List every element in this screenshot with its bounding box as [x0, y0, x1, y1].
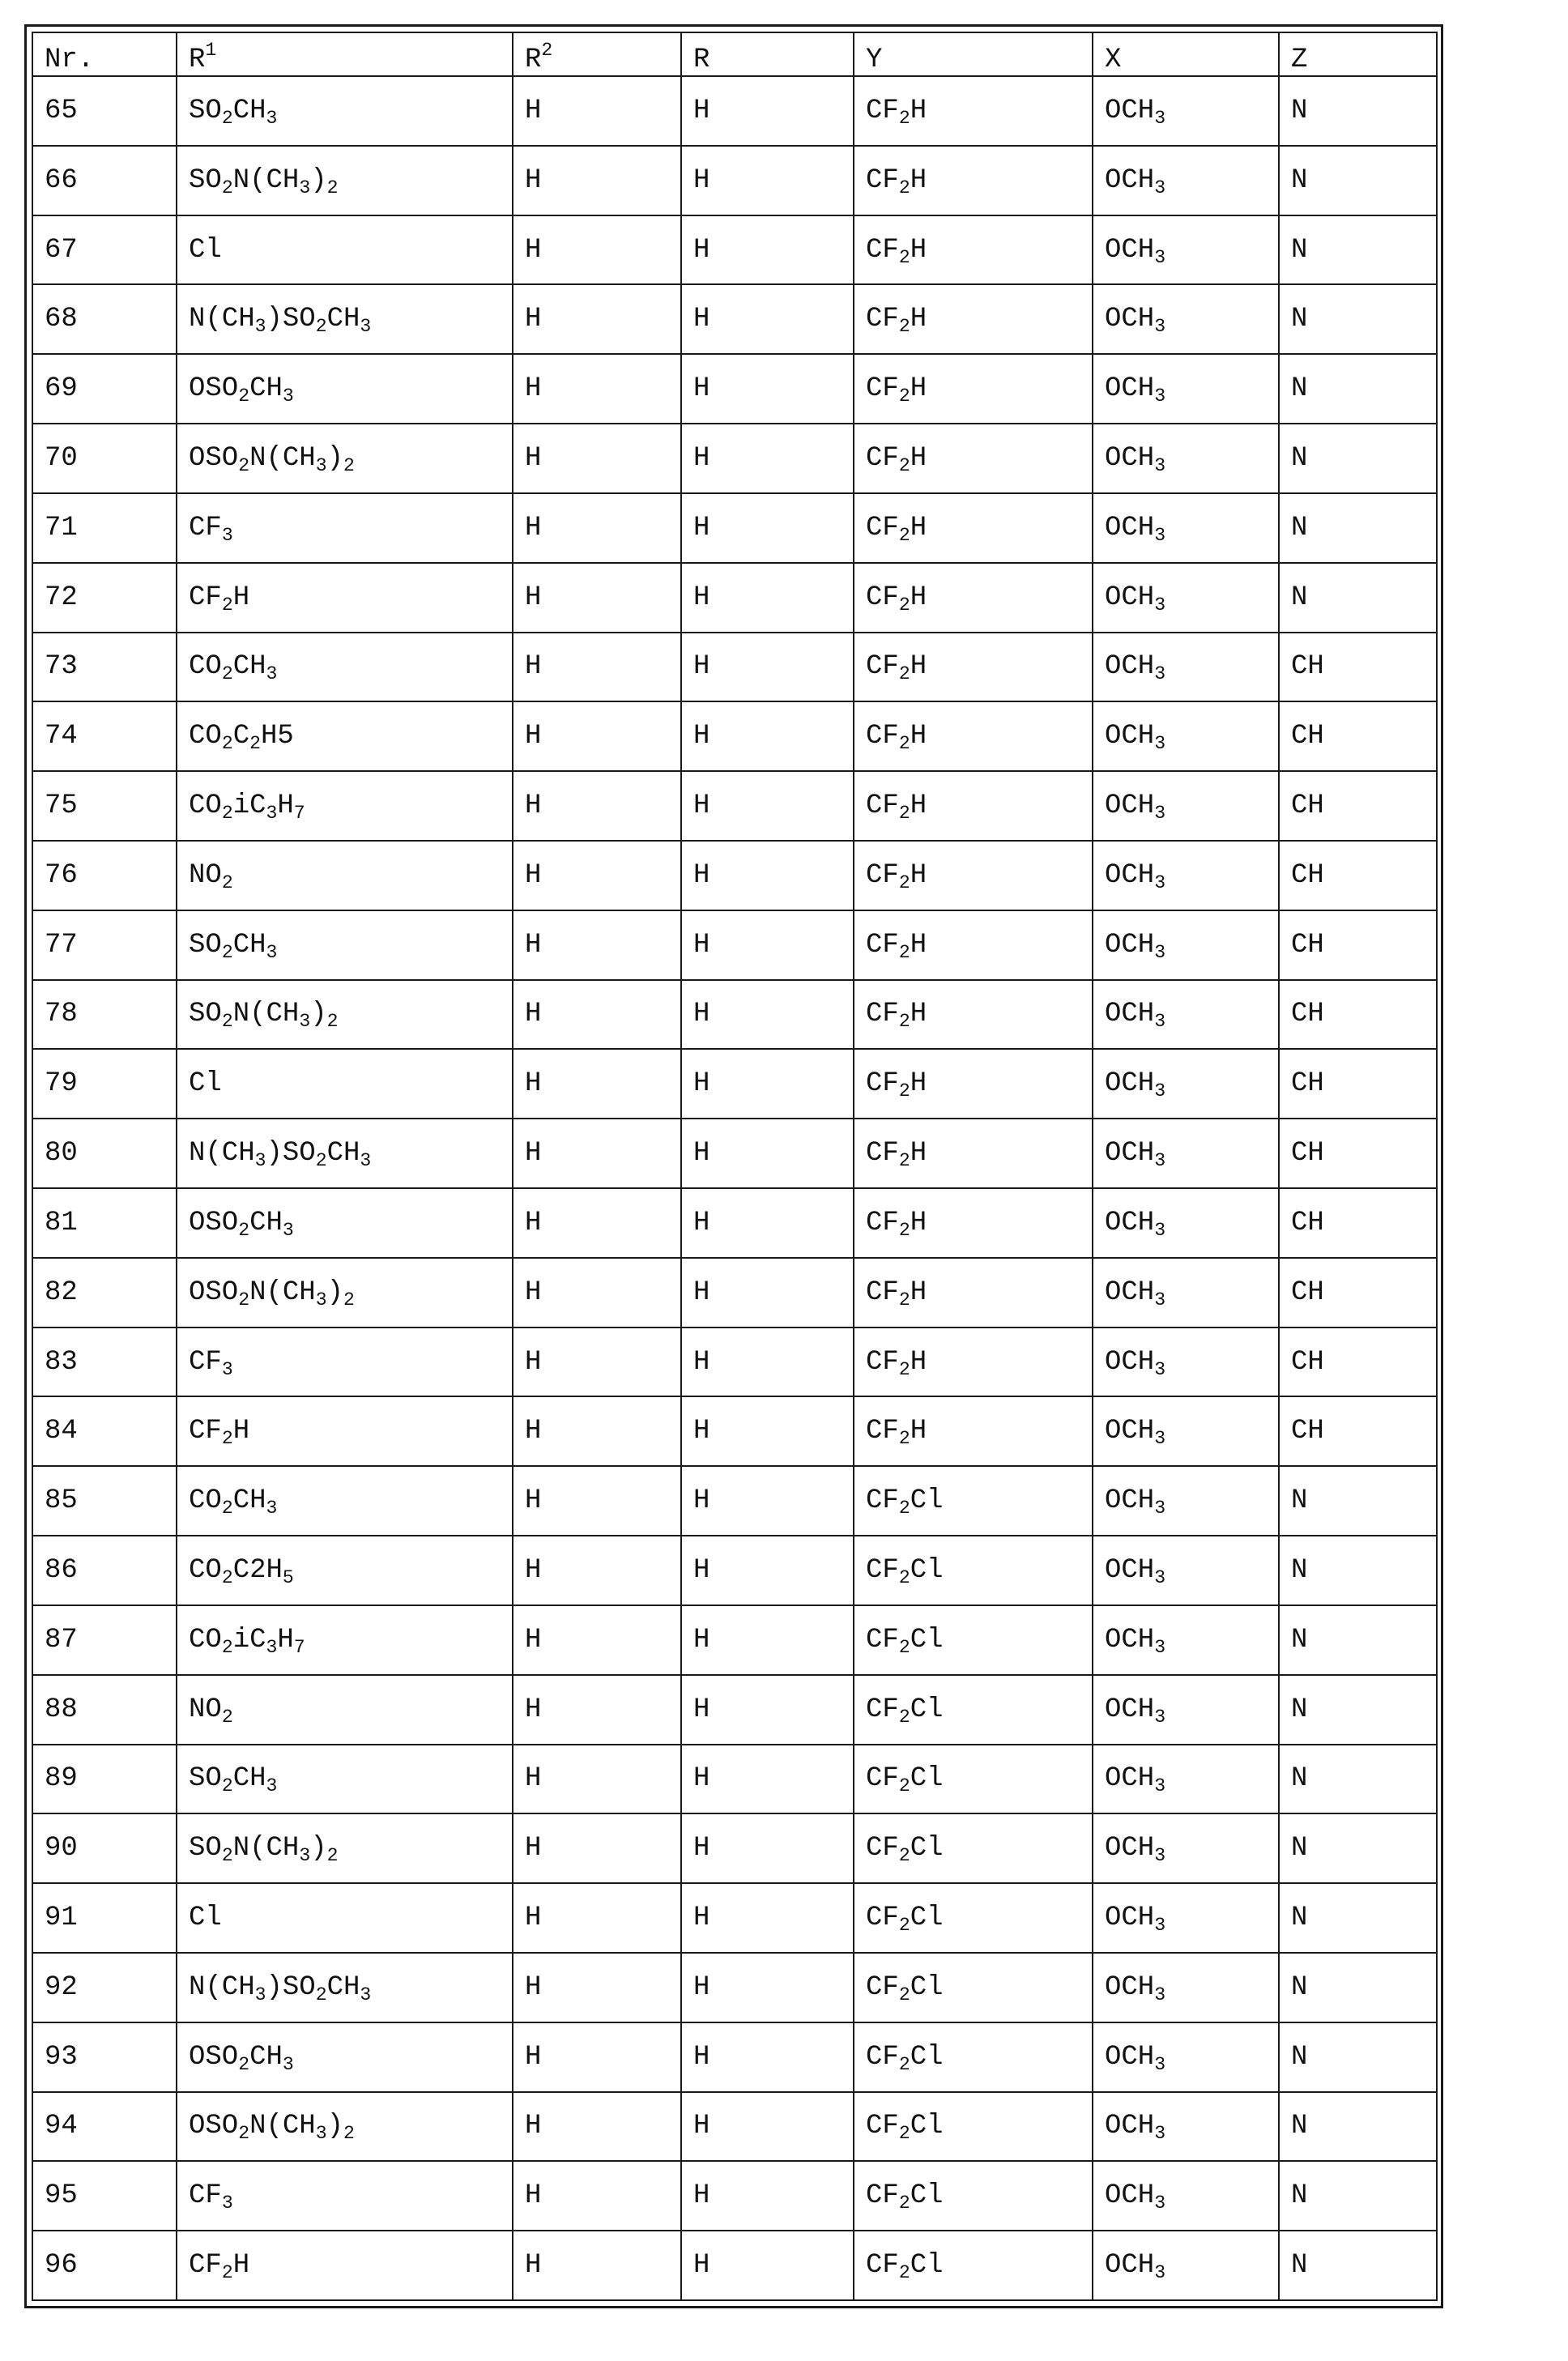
- cell-x: $OCH_3$: [1093, 771, 1279, 841]
- cell-r1: $CF_3$: [177, 2161, 513, 2231]
- cell-nr: 83: [32, 1328, 177, 1397]
- cell-r: H: [681, 841, 854, 910]
- table-row: [32, 1605, 1437, 1675]
- cell-nr: 93: [32, 2022, 177, 2092]
- cell-r2: H: [513, 563, 681, 633]
- cell-z: N: [1279, 2231, 1437, 2300]
- cell-r1: $NO_2$: [177, 1675, 513, 1745]
- cell-y: $CF_2H$: [854, 215, 1093, 285]
- cell-x: $OCH_3$: [1093, 980, 1279, 1050]
- table-row: [32, 1258, 1437, 1328]
- cell-r1: Cl: [177, 1883, 513, 1953]
- cell-r1: $N(CH_3)SO_2CH_3$: [177, 1119, 513, 1188]
- cell-z: N: [1279, 1466, 1437, 1536]
- cell-x: $OCH_3$: [1093, 1883, 1279, 1953]
- cell-r: H: [681, 215, 854, 285]
- cell-r2: H: [513, 2161, 681, 2231]
- cell-x: $OCH_3$: [1093, 354, 1279, 424]
- table-row: [32, 1466, 1437, 1536]
- cell-r1: $N(CH_3)SO_2CH_3$: [177, 284, 513, 354]
- cell-nr: 77: [32, 910, 177, 980]
- cell-z: N: [1279, 1745, 1437, 1814]
- cell-r2: H: [513, 1745, 681, 1814]
- cell-r2: H: [513, 1953, 681, 2022]
- cell-r: H: [681, 633, 854, 702]
- cell-r1: $OSO_2N(CH_3)_2$: [177, 1258, 513, 1328]
- cell-nr: 69: [32, 354, 177, 424]
- table-row: [32, 493, 1437, 563]
- cell-r1: $CO_2CH_3$: [177, 633, 513, 702]
- cell-x: $OCH_3$: [1093, 1049, 1279, 1119]
- cell-r2: H: [513, 1536, 681, 1605]
- cell-r2: H: [513, 2092, 681, 2162]
- cell-r1: $CF_3$: [177, 1328, 513, 1397]
- cell-y: $CF_2Cl$: [854, 2022, 1093, 2092]
- cell-r: H: [681, 701, 854, 771]
- header-nr: Nr.: [32, 32, 177, 76]
- cell-nr: 72: [32, 563, 177, 633]
- cell-r: H: [681, 1396, 854, 1466]
- cell-r1: $SO_2N(CH_3)_2$: [177, 980, 513, 1050]
- cell-z: CH: [1279, 1258, 1437, 1328]
- cell-r1: $OSO_2N(CH_3)_2$: [177, 424, 513, 493]
- cell-y: $CF_2H$: [854, 771, 1093, 841]
- table-row: [32, 1745, 1437, 1814]
- cell-z: CH: [1279, 1188, 1437, 1258]
- cell-r1: Cl: [177, 1049, 513, 1119]
- cell-z: CH: [1279, 910, 1437, 980]
- cell-z: N: [1279, 354, 1437, 424]
- cell-z: CH: [1279, 701, 1437, 771]
- cell-r1: $CF_2H$: [177, 2231, 513, 2300]
- cell-y: $CF_2H$: [854, 1119, 1093, 1188]
- cell-y: $CF_2H$: [854, 1188, 1093, 1258]
- cell-r1: $CO_2CH_3$: [177, 1466, 513, 1536]
- cell-r2: H: [513, 76, 681, 146]
- cell-z: CH: [1279, 1049, 1437, 1119]
- cell-z: N: [1279, 284, 1437, 354]
- cell-y: $CF_2H$: [854, 1049, 1093, 1119]
- cell-r: H: [681, 1953, 854, 2022]
- cell-nr: 86: [32, 1536, 177, 1605]
- cell-x: $OCH_3$: [1093, 1605, 1279, 1675]
- cell-y: $CF_2H$: [854, 1258, 1093, 1328]
- table-row: [32, 2092, 1437, 2162]
- cell-r2: H: [513, 1188, 681, 1258]
- cell-r: H: [681, 2022, 854, 2092]
- cell-z: CH: [1279, 841, 1437, 910]
- cell-r: H: [681, 1605, 854, 1675]
- table-row: [32, 1396, 1437, 1466]
- cell-r2: H: [513, 1605, 681, 1675]
- cell-y: $CF_2Cl$: [854, 1536, 1093, 1605]
- cell-z: N: [1279, 1883, 1437, 1953]
- cell-r: H: [681, 424, 854, 493]
- table-row: [32, 76, 1437, 146]
- cell-x: $OCH_3$: [1093, 633, 1279, 702]
- table-row: [32, 701, 1437, 771]
- table-row: [32, 215, 1437, 285]
- cell-y: $CF_2H$: [854, 1328, 1093, 1397]
- cell-y: $CF_2H$: [854, 633, 1093, 702]
- cell-r: H: [681, 493, 854, 563]
- table-row: [32, 1813, 1437, 1883]
- cell-y: $CF_2H$: [854, 424, 1093, 493]
- cell-y: $CF_2H$: [854, 1396, 1093, 1466]
- cell-z: N: [1279, 1813, 1437, 1883]
- cell-r1: $SO_2N(CH_3)_2$: [177, 146, 513, 215]
- cell-r1: Cl: [177, 215, 513, 285]
- cell-y: $CF_2H$: [854, 284, 1093, 354]
- header-z: Z: [1279, 32, 1437, 76]
- header-r: R: [681, 32, 854, 76]
- cell-x: $OCH_3$: [1093, 1328, 1279, 1397]
- cell-r2: H: [513, 771, 681, 841]
- cell-r: H: [681, 1536, 854, 1605]
- cell-r: H: [681, 76, 854, 146]
- cell-nr: 90: [32, 1813, 177, 1883]
- cell-z: CH: [1279, 1119, 1437, 1188]
- header-r1: $R^1$: [177, 32, 513, 76]
- cell-z: N: [1279, 563, 1437, 633]
- cell-r: H: [681, 284, 854, 354]
- compound-table: [32, 32, 1438, 2301]
- table-row: [32, 1536, 1437, 1605]
- cell-nr: 82: [32, 1258, 177, 1328]
- cell-r2: H: [513, 1883, 681, 1953]
- cell-y: $CF_2H$: [854, 841, 1093, 910]
- cell-r: H: [681, 563, 854, 633]
- table-row: [32, 1883, 1437, 1953]
- cell-z: N: [1279, 2161, 1437, 2231]
- cell-y: $CF_2Cl$: [854, 1745, 1093, 1814]
- cell-nr: 67: [32, 215, 177, 285]
- cell-r2: H: [513, 1466, 681, 1536]
- table-row: [32, 841, 1437, 910]
- table-row: [32, 1675, 1437, 1745]
- cell-y: $CF_2H$: [854, 563, 1093, 633]
- cell-x: $OCH_3$: [1093, 1675, 1279, 1745]
- cell-x: $OCH_3$: [1093, 1745, 1279, 1814]
- cell-z: CH: [1279, 1328, 1437, 1397]
- table-row: [32, 980, 1437, 1050]
- cell-r1: $CO_2iC_3H_7$: [177, 771, 513, 841]
- cell-r: H: [681, 1745, 854, 1814]
- cell-r1: $SO_2CH_3$: [177, 910, 513, 980]
- cell-nr: 71: [32, 493, 177, 563]
- cell-x: $OCH_3$: [1093, 1536, 1279, 1605]
- cell-nr: 88: [32, 1675, 177, 1745]
- cell-nr: 70: [32, 424, 177, 493]
- cell-r1: $SO_2CH_3$: [177, 1745, 513, 1814]
- cell-r1: $OSO_2CH_3$: [177, 1188, 513, 1258]
- table-row: [32, 2022, 1437, 2092]
- cell-r2: H: [513, 633, 681, 702]
- cell-x: $OCH_3$: [1093, 1258, 1279, 1328]
- table-row: [32, 424, 1437, 493]
- cell-r: H: [681, 1883, 854, 1953]
- table-body: [32, 76, 1437, 2300]
- cell-y: $CF_2H$: [854, 980, 1093, 1050]
- cell-r: H: [681, 1675, 854, 1745]
- cell-r: H: [681, 2161, 854, 2231]
- cell-nr: 76: [32, 841, 177, 910]
- cell-y: $CF_2Cl$: [854, 1953, 1093, 2022]
- cell-nr: 79: [32, 1049, 177, 1119]
- cell-nr: 95: [32, 2161, 177, 2231]
- cell-y: $CF_2Cl$: [854, 1605, 1093, 1675]
- cell-r1: $CF_2H$: [177, 563, 513, 633]
- cell-x: $OCH_3$: [1093, 284, 1279, 354]
- cell-y: $CF_2H$: [854, 493, 1093, 563]
- cell-y: $CF_2Cl$: [854, 2092, 1093, 2162]
- cell-x: $OCH_3$: [1093, 1953, 1279, 2022]
- cell-z: N: [1279, 76, 1437, 146]
- table-row: [32, 910, 1437, 980]
- cell-z: CH: [1279, 633, 1437, 702]
- cell-nr: 96: [32, 2231, 177, 2300]
- cell-x: $OCH_3$: [1093, 215, 1279, 285]
- cell-r2: H: [513, 354, 681, 424]
- cell-r2: H: [513, 1813, 681, 1883]
- cell-r: H: [681, 980, 854, 1050]
- compound-table-frame: [24, 24, 1443, 2308]
- cell-r: H: [681, 1258, 854, 1328]
- cell-r2: H: [513, 1258, 681, 1328]
- cell-z: N: [1279, 2092, 1437, 2162]
- cell-y: $CF_2Cl$: [854, 2231, 1093, 2300]
- cell-r: H: [681, 1049, 854, 1119]
- cell-x: $OCH_3$: [1093, 910, 1279, 980]
- table-row: [32, 354, 1437, 424]
- cell-x: $OCH_3$: [1093, 1119, 1279, 1188]
- header-r2: $R^2$: [513, 32, 681, 76]
- cell-y: $CF_2Cl$: [854, 1813, 1093, 1883]
- cell-x: $OCH_3$: [1093, 2092, 1279, 2162]
- cell-x: $OCH_3$: [1093, 146, 1279, 215]
- cell-r: H: [681, 1466, 854, 1536]
- cell-r1: $SO_2CH_3$: [177, 76, 513, 146]
- cell-nr: 65: [32, 76, 177, 146]
- header-row: [32, 32, 1437, 76]
- cell-nr: 87: [32, 1605, 177, 1675]
- table-row: [32, 633, 1437, 702]
- cell-x: $OCH_3$: [1093, 2022, 1279, 2092]
- cell-nr: 84: [32, 1396, 177, 1466]
- cell-r2: H: [513, 215, 681, 285]
- cell-x: $OCH_3$: [1093, 701, 1279, 771]
- table-row: [32, 146, 1437, 215]
- cell-r: H: [681, 1119, 854, 1188]
- cell-x: $OCH_3$: [1093, 563, 1279, 633]
- cell-r2: H: [513, 1675, 681, 1745]
- cell-z: N: [1279, 424, 1437, 493]
- cell-y: $CF_2H$: [854, 910, 1093, 980]
- cell-z: N: [1279, 1536, 1437, 1605]
- cell-r2: H: [513, 841, 681, 910]
- cell-r2: H: [513, 2022, 681, 2092]
- cell-z: CH: [1279, 980, 1437, 1050]
- cell-nr: 73: [32, 633, 177, 702]
- cell-r2: H: [513, 1119, 681, 1188]
- cell-r: H: [681, 146, 854, 215]
- cell-nr: 80: [32, 1119, 177, 1188]
- table-row: [32, 1119, 1437, 1188]
- table-row: [32, 2161, 1437, 2231]
- cell-y: $CF_2H$: [854, 701, 1093, 771]
- cell-x: $OCH_3$: [1093, 1466, 1279, 1536]
- cell-z: CH: [1279, 1396, 1437, 1466]
- cell-r1: $SO_2N(CH_3)_2$: [177, 1813, 513, 1883]
- cell-r: H: [681, 2231, 854, 2300]
- cell-y: $CF_2H$: [854, 76, 1093, 146]
- cell-x: $OCH_3$: [1093, 2161, 1279, 2231]
- cell-r: H: [681, 910, 854, 980]
- cell-x: $OCH_3$: [1093, 424, 1279, 493]
- cell-x: $OCH_3$: [1093, 1813, 1279, 1883]
- cell-r2: H: [513, 424, 681, 493]
- cell-z: N: [1279, 1605, 1437, 1675]
- cell-x: $OCH_3$: [1093, 493, 1279, 563]
- cell-x: $OCH_3$: [1093, 1396, 1279, 1466]
- cell-r2: H: [513, 701, 681, 771]
- table-row: [32, 1328, 1437, 1397]
- cell-nr: 91: [32, 1883, 177, 1953]
- table-row: [32, 2231, 1437, 2300]
- cell-nr: 74: [32, 701, 177, 771]
- cell-nr: 89: [32, 1745, 177, 1814]
- cell-r2: H: [513, 910, 681, 980]
- cell-r2: H: [513, 493, 681, 563]
- cell-r2: H: [513, 284, 681, 354]
- table-row: [32, 563, 1437, 633]
- cell-r1: $OSO_2CH_3$: [177, 2022, 513, 2092]
- cell-r: H: [681, 771, 854, 841]
- cell-r1: $CO_2C2H_5$: [177, 1536, 513, 1605]
- cell-r1: $CO_2C_2H5$: [177, 701, 513, 771]
- cell-z: N: [1279, 1953, 1437, 2022]
- cell-r1: $NO_2$: [177, 841, 513, 910]
- cell-z: N: [1279, 1675, 1437, 1745]
- cell-nr: 68: [32, 284, 177, 354]
- cell-x: $OCH_3$: [1093, 76, 1279, 146]
- cell-r2: H: [513, 146, 681, 215]
- cell-r1: $CF_3$: [177, 493, 513, 563]
- cell-r1: $OSO_2N(CH_3)_2$: [177, 2092, 513, 2162]
- cell-z: N: [1279, 2022, 1437, 2092]
- cell-nr: 81: [32, 1188, 177, 1258]
- cell-x: $OCH_3$: [1093, 1188, 1279, 1258]
- cell-r: H: [681, 1813, 854, 1883]
- cell-nr: 75: [32, 771, 177, 841]
- cell-nr: 78: [32, 980, 177, 1050]
- cell-r2: H: [513, 980, 681, 1050]
- cell-nr: 92: [32, 1953, 177, 2022]
- cell-y: $CF_2H$: [854, 354, 1093, 424]
- table-row: [32, 1188, 1437, 1258]
- cell-r1: $CF_2H$: [177, 1396, 513, 1466]
- cell-y: $CF_2Cl$: [854, 1675, 1093, 1745]
- table-row: [32, 771, 1437, 841]
- table-row: [32, 1953, 1437, 2022]
- cell-y: $CF_2Cl$: [854, 1883, 1093, 1953]
- cell-nr: 85: [32, 1466, 177, 1536]
- cell-z: N: [1279, 493, 1437, 563]
- cell-nr: 66: [32, 146, 177, 215]
- cell-y: $CF_2H$: [854, 146, 1093, 215]
- cell-r1: $N(CH_3)SO_2CH_3$: [177, 1953, 513, 2022]
- cell-r: H: [681, 354, 854, 424]
- cell-r: H: [681, 2092, 854, 2162]
- cell-z: N: [1279, 146, 1437, 215]
- cell-r: H: [681, 1328, 854, 1397]
- cell-r2: H: [513, 1049, 681, 1119]
- cell-r2: H: [513, 1328, 681, 1397]
- table-row: [32, 1049, 1437, 1119]
- header-x: X: [1093, 32, 1279, 76]
- cell-y: $CF_2Cl$: [854, 1466, 1093, 1536]
- cell-r2: H: [513, 1396, 681, 1466]
- cell-r1: $CO_2iC_3H_7$: [177, 1605, 513, 1675]
- cell-y: $CF_2Cl$: [854, 2161, 1093, 2231]
- cell-z: CH: [1279, 771, 1437, 841]
- cell-r: H: [681, 1188, 854, 1258]
- cell-r2: H: [513, 2231, 681, 2300]
- table-row: [32, 284, 1437, 354]
- cell-nr: 94: [32, 2092, 177, 2162]
- cell-r1: $OSO_2CH_3$: [177, 354, 513, 424]
- cell-z: N: [1279, 215, 1437, 285]
- cell-x: $OCH_3$: [1093, 841, 1279, 910]
- header-y: Y: [854, 32, 1093, 76]
- cell-x: $OCH_3$: [1093, 2231, 1279, 2300]
